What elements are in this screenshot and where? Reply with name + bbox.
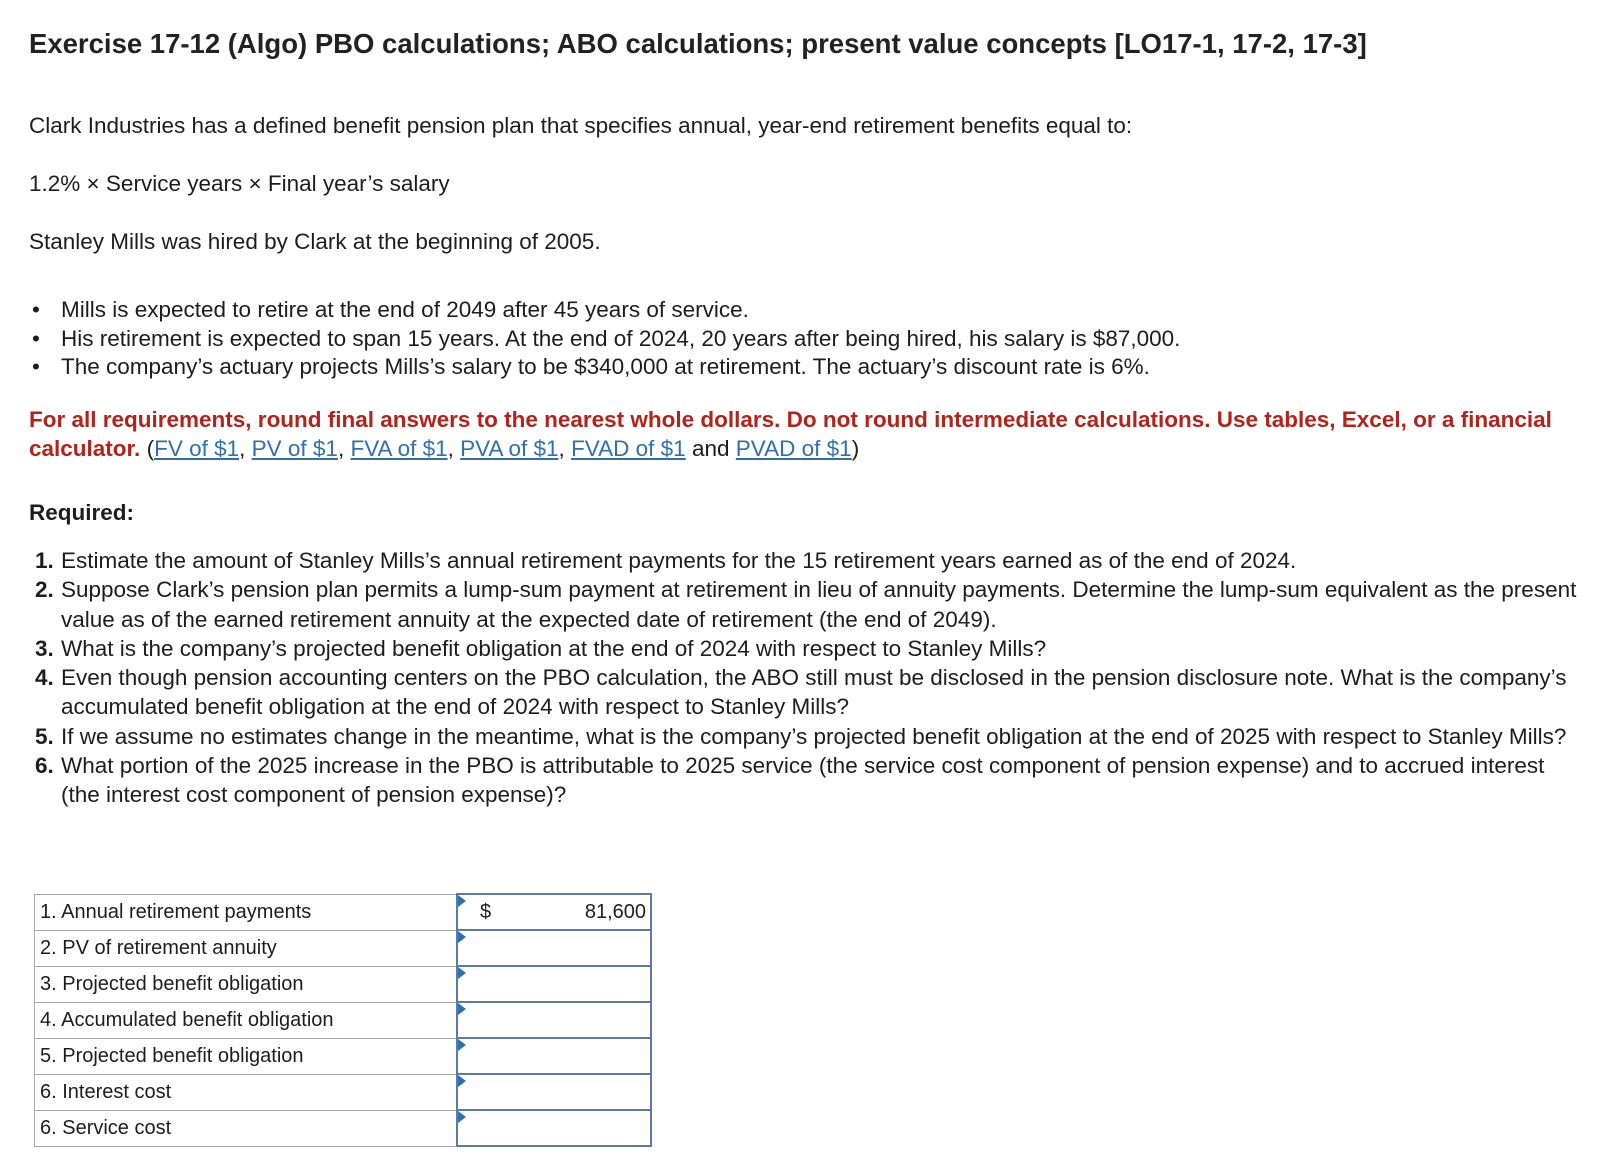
answer-input-pv-annuity[interactable]	[457, 930, 651, 966]
cell-flag-icon	[458, 931, 466, 943]
links-and: and	[691, 436, 730, 461]
table-row	[35, 930, 652, 966]
req-text: Even though pension accounting centers on the PBO calculation, the ABO still must be disclosed in the pension disclosure note. What is the company’s accumulated benefit obligation at the end of 2024 with respect to Stanley Mills?	[61, 665, 1567, 720]
table-links: (FV of $1, PV of $1, FVA of $1, PVA of $1, FVAD of $1 and PVAD of $1)	[146, 436, 860, 461]
table-row	[35, 966, 652, 1002]
instruction-note	[29, 405, 1599, 463]
req-text: If we assume no estimates change in the meantime, what is the company’s projected benefit obligation at the end of 2025 with respect to Stanley Mills?	[61, 723, 1567, 749]
answer-input-abo[interactable]	[457, 1002, 651, 1038]
list-item	[29, 575, 1589, 634]
list-item	[29, 546, 1589, 575]
list-item	[29, 634, 1589, 663]
instruction-text: For all requirements, round final answers to the nearest whole dollars. Do not round intermediate calculations. Use tables, Excel, or a financial calculator.	[29, 407, 1552, 461]
req-number: 6.	[35, 753, 54, 779]
requirements-list	[29, 546, 1589, 810]
answer-table	[34, 893, 652, 1147]
cell-flag-icon	[458, 895, 466, 907]
row-label: 6. Service cost	[35, 1110, 458, 1146]
req-text: Estimate the amount of Stanley Mills’s annual retirement payments for the 15 retirement years earned as of the end of 2024.	[61, 548, 1297, 573]
intro-text: Clark Industries has a defined benefit pension plan that specifies annual, year-end retirement benefits equal to:	[29, 113, 1133, 138]
paren-open: (	[146, 436, 155, 461]
list-item	[29, 325, 1180, 354]
hire-text: Stanley Mills was hired by Clark at the beginning of 2005.	[29, 229, 601, 254]
benefit-formula: 1.2% × Service years × Final year’s salary	[29, 171, 450, 196]
bullet-glyph: •	[32, 354, 40, 379]
req-number: 2.	[35, 577, 54, 603]
link-pvad[interactable]: PVAD of $1	[735, 436, 852, 461]
link-fvad[interactable]: FVAD of $1	[571, 436, 686, 461]
req-text: What portion of the 2025 increase in the PBO is attributable to 2025 service (the service cost component of pension expense) and to accrued interest (the interest cost component of pension expense)?	[61, 753, 1545, 808]
req-number: 3.	[35, 635, 54, 661]
fact-text: Mills is expected to retire at the end of 2049 after 45 years of service.	[61, 297, 749, 322]
link-fva[interactable]: FVA of $1	[350, 436, 448, 461]
cell-flag-icon	[458, 1039, 466, 1051]
list-item	[29, 296, 1180, 325]
list-item	[29, 751, 1589, 810]
paren-close: )	[851, 436, 860, 461]
link-pva[interactable]: PVA of $1	[460, 436, 559, 461]
table-row	[35, 1074, 652, 1110]
answer-input-service-cost[interactable]	[457, 1110, 651, 1146]
req-number: 1.	[35, 548, 54, 573]
bullet-glyph: •	[32, 325, 40, 351]
table-row	[35, 1038, 652, 1074]
list-item	[29, 663, 1589, 722]
row-label: 3. Projected benefit obligation	[35, 966, 458, 1002]
req-text: Suppose Clark’s pension plan permits a lump-sum payment at retirement in lieu of annuity payments. Determine the lump-sum equivalent as the present value as of the earned retirement annuity at the expected date of retirement (the end of 2049).	[61, 577, 1577, 632]
table-row	[35, 1002, 652, 1038]
table-row	[35, 894, 652, 930]
answer-input-pbo-2024[interactable]	[457, 966, 651, 1002]
row-label: 1. Annual retirement payments	[35, 894, 458, 930]
bullet-glyph: •	[32, 297, 40, 322]
req-number: 4.	[35, 665, 54, 691]
row-label: 5. Projected benefit obligation	[35, 1038, 458, 1074]
cell-flag-icon	[458, 1075, 466, 1087]
link-fv[interactable]: FV of $1	[154, 436, 240, 461]
row-label: 4. Accumulated benefit obligation	[35, 1002, 458, 1038]
currency-symbol: $	[480, 901, 492, 923]
answer-input-pbo-2025[interactable]	[457, 1038, 651, 1074]
answer-input-annual-payments[interactable]	[457, 894, 651, 930]
req-number: 5.	[35, 723, 54, 749]
answer-input-interest-cost[interactable]	[457, 1074, 651, 1110]
answer-value: 81,600	[584, 901, 646, 923]
page-title: Exercise 17-12 (Algo) PBO calculations; ABO calculations; present value concepts [LO17-1, 17-2, 17-3]	[29, 28, 1367, 59]
fact-text: His retirement is expected to span 15 years. At the end of 2024, 20 years after being hired, his salary is $87,000.	[61, 325, 1181, 351]
list-item	[29, 722, 1589, 751]
cell-flag-icon	[458, 967, 466, 979]
row-label: 6. Interest cost	[35, 1074, 458, 1110]
link-pv[interactable]: PV of $1	[251, 436, 338, 461]
table-row	[35, 1110, 652, 1146]
list-item	[29, 353, 1180, 382]
req-text: What is the company’s projected benefit obligation at the end of 2024 with respect to Stanley Mills?	[61, 635, 1047, 661]
cell-flag-icon	[458, 1003, 466, 1015]
cell-flag-icon	[458, 1111, 466, 1123]
required-heading: Required:	[29, 500, 135, 525]
facts-list	[29, 296, 1180, 382]
fact-text: The company’s actuary projects Mills’s salary to be $340,000 at retirement. The actuary’s discount rate is 6%.	[61, 354, 1150, 379]
row-label: 2. PV of retirement annuity	[35, 930, 458, 966]
